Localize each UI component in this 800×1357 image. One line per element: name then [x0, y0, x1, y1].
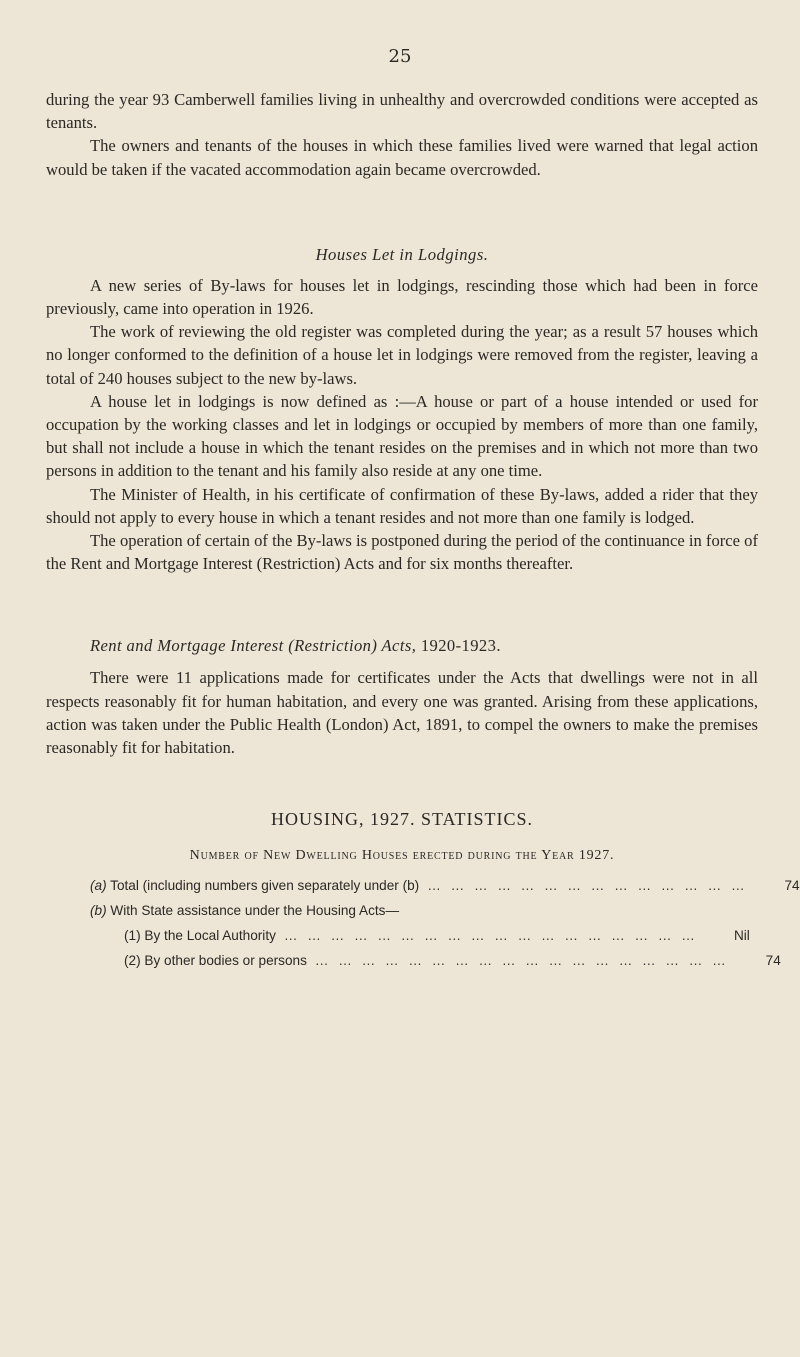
stat-row-text: By the Local Authority	[144, 928, 276, 944]
rent-heading-title: Rent and Mortgage Interest (Restriction) Acts,	[90, 636, 417, 656]
stat-label	[90, 878, 419, 893]
stat-row-letter: (1)	[124, 928, 141, 944]
statistics-table	[90, 878, 800, 978]
stat-value: Nil	[733, 928, 750, 944]
stat-row-text: By other bodies or persons	[144, 953, 307, 969]
stat-row-letter: (b)	[90, 903, 107, 919]
rent-heading-years: 1920-1923.	[420, 636, 501, 656]
stat-row-text: Total (including numbers given separately under (b)	[110, 878, 420, 894]
stat-row-total	[90, 878, 800, 903]
stat-label	[90, 928, 276, 943]
lodgings-paragraph-3: A house let in lodgings is now defined as :—A house or part of a house intended or used for occupation by the working classes and let in lodgings or occupied by members of more than one family, but shall not include a house in which the tenant resides on the premises and in which not more than two persons in addition to the tenant and his family also reside at any one time.	[46, 391, 758, 481]
stat-row-state-assistance	[90, 903, 738, 928]
stat-label	[90, 903, 399, 918]
dot-leader: … … … … … … … … … … … … … …	[427, 878, 748, 894]
lodgings-heading: Houses Let in Lodgings.	[315, 244, 489, 264]
lodgings-paragraph-5: The operation of certain of the By-laws is postponed during the period of the continuance in force of the Rent and Mortgage Interest (Restriction) Acts and for six months thereafter.	[46, 531, 758, 574]
page-number: 25	[388, 46, 412, 67]
statistics-title: HOUSING, 1927. STATISTICS.	[270, 809, 534, 830]
stat-row-other-bodies	[90, 953, 781, 978]
lodgings-paragraph-1: A new series of By-laws for houses let in lodgings, rescinding those which had been in force previously, came into operation in 1926.	[46, 275, 758, 319]
lodgings-paragraph-4: The Minister of Health, in his certificate of confirmation of these By-laws, added a rider that they should not apply to every house in which a tenant resides and not more than one family is lodged.	[46, 484, 758, 527]
intro-paragraph-1: during the year 93 Camberwell families living in unhealthy and overcrowded conditions were accepted as tenants.	[46, 90, 758, 133]
stat-label	[90, 953, 307, 968]
intro-paragraph-2: The owners and tenants of the houses in which these families lived were warned that legal action would be taken if the vacated accommodation again became overcrowded.	[46, 136, 758, 179]
stat-row-letter: (a)	[90, 878, 107, 894]
rent-heading	[46, 636, 758, 656]
page-content	[46, 88, 800, 978]
statistics-subtitle: Number of New Dwelling Houses erected during the Year 1927.	[189, 848, 615, 864]
stat-row-local-authority	[90, 928, 750, 953]
stat-row-text: With State assistance under the Housing Acts—	[110, 903, 400, 919]
lodgings-paragraph-2: The work of reviewing the old register was completed during the year; as a result 57 houses which no longer conformed to the definition of a house let in lodgings were removed from the register, leaving a total of 240 houses subject to the new by-laws.	[46, 322, 758, 388]
rent-paragraph-1: There were 11 applications made for certificates under the Acts that dwellings were not in all respects reasonably fit for human habitation, and every one was granted. Arising from these applications, action was taken under the Public Health (London) Act, 1891, to compel the owners to make the premises reasonably fit for habitation.	[46, 668, 758, 758]
stat-value: 74	[765, 953, 781, 969]
stat-value: 74	[784, 878, 800, 894]
stat-row-letter: (2)	[124, 953, 141, 969]
dot-leader: … … … … … … … … … … … … … … … … … …	[314, 953, 729, 969]
dot-leader: … … … … … … … … … … … … … … … … … …	[283, 928, 698, 944]
